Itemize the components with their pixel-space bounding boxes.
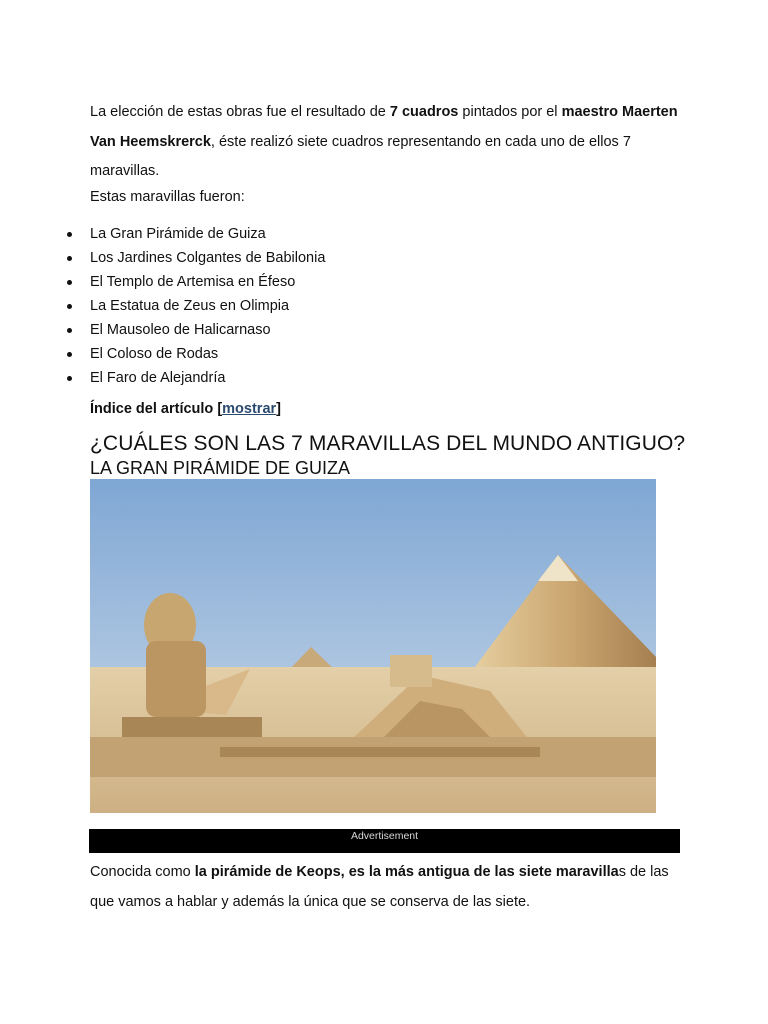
page-title: ¿CUÁLES SON LAS 7 MARAVILLAS DEL MUNDO ANTIGUO?	[90, 432, 686, 455]
list-item: El Mausoleo de Halicarnaso	[90, 318, 325, 342]
advertisement-label: Advertisement	[350, 830, 419, 842]
list-item: Los Jardines Colgantes de Babilonia	[90, 246, 325, 270]
outro-bold-1: la pirámide de Keops, es la más antigua de las siete maravilla	[194, 864, 619, 880]
outro-text-1: Conocida como	[90, 864, 195, 880]
list-item: El Coloso de Rodas	[90, 342, 325, 366]
toc-bracket-close: ]	[276, 401, 281, 417]
intro-text-2: pintados por el	[458, 104, 562, 120]
toc-label: Índice del artículo	[90, 401, 218, 417]
list-item: La Estatua de Zeus en Olimpia	[90, 294, 325, 318]
advertisement-banner[interactable]	[89, 829, 680, 853]
intro-paragraph	[90, 98, 690, 187]
pyramids-photo	[90, 479, 656, 813]
toc-bracket-open: [	[217, 401, 223, 417]
toc-toggle-link[interactable]: mostrar	[222, 401, 277, 417]
list-lead: Estas maravillas fueron:	[90, 189, 245, 205]
list-item: El Templo de Artemisa en Éfeso	[90, 270, 325, 294]
pyramids-illustration	[90, 479, 656, 813]
intro-bold-2: maestro Maerten Van Heemskrerck	[90, 104, 678, 150]
intro-bold-1: 7 cuadros	[389, 104, 459, 120]
intro-text-1: La elección de estas obras fue el resultado de	[90, 104, 390, 120]
wonders-list	[90, 222, 325, 390]
intro-text-3: , éste realizó siete cuadros representando en cada uno de ellos 7 maravillas.	[90, 133, 631, 179]
outro-paragraph	[90, 858, 690, 917]
section-title: LA GRAN PIRÁMIDE DE GUIZA	[90, 458, 351, 478]
list-item: La Gran Pirámide de Guiza	[90, 222, 325, 246]
outro-text-2: s de las que vamos a hablar y además la única que se conserva de las siete.	[90, 864, 669, 910]
table-of-contents	[90, 401, 281, 417]
list-item: El Faro de Alejandría	[90, 366, 325, 390]
